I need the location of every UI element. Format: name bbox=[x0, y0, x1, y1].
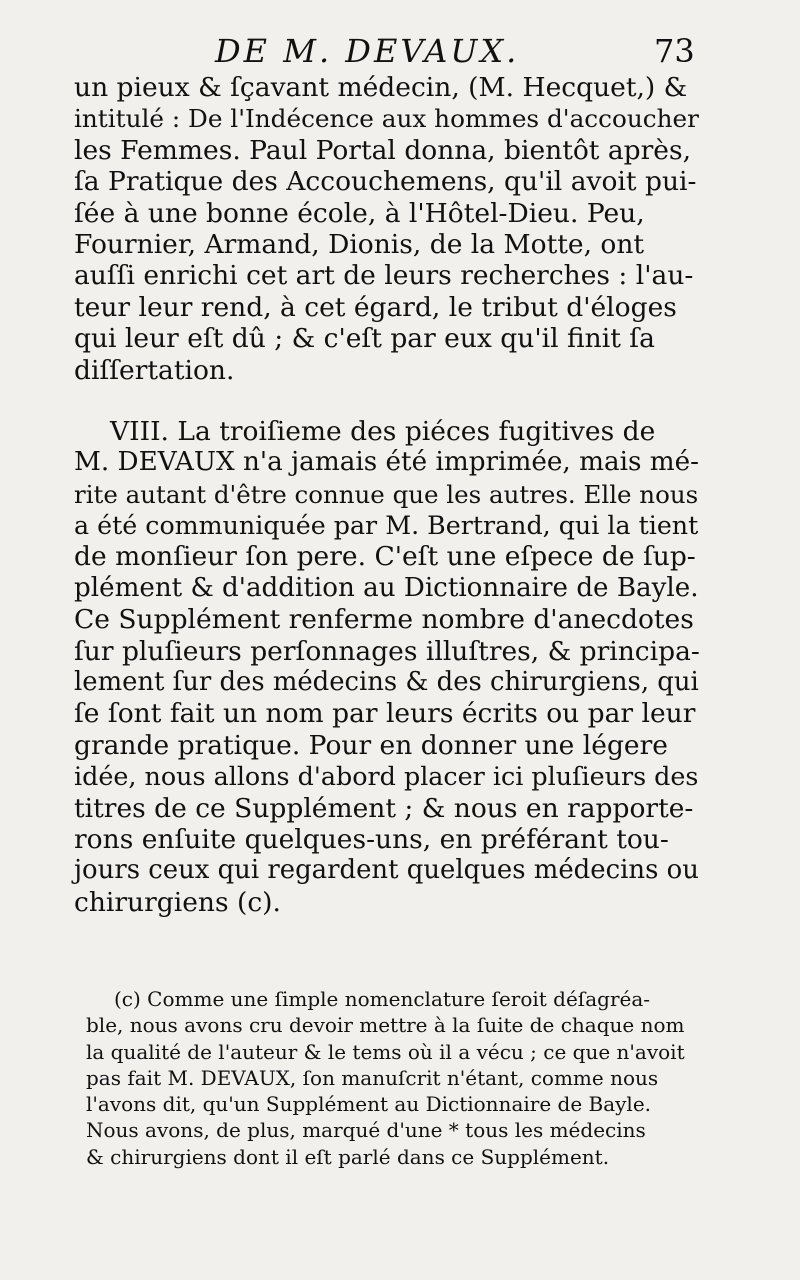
text-line: rons enſuite quelques-uns, en préférant tou- bbox=[74, 823, 669, 855]
text-line: teur leur rend, à cet égard, le tribut d'éloges bbox=[74, 291, 677, 323]
text-line: plément & d'addition au Dictionnaire de Bayle. bbox=[74, 572, 699, 603]
page-header bbox=[0, 32, 800, 76]
text-line: Ce Supplément renferme nombre d'anecdotes bbox=[74, 604, 694, 636]
paragraph-section-viii bbox=[74, 416, 702, 918]
text-line: lement ſur des médecins & des chirurgiens, qui bbox=[74, 667, 699, 698]
text-line: a été communiquée par M. Bertrand, qui la tient bbox=[74, 511, 699, 541]
text-line: grande pratique. Pour en donner une légere bbox=[74, 729, 668, 761]
paragraph-dedication bbox=[74, 72, 702, 386]
text-line: VIII. La troiſieme des piéces fugitives de bbox=[110, 415, 656, 447]
text-line: rite autant d'être connue que les autres. Elle nous bbox=[74, 479, 699, 509]
footnote-line: l'avons dit, qu'un Supplément au Dictionnaire de Bayle. bbox=[86, 1092, 652, 1117]
text-line: un pieux & ſçavant médecin, (M. Hecquet,) & bbox=[74, 72, 688, 103]
text-line: chirurgiens (c). bbox=[74, 886, 281, 918]
text-line: idée, nous allons d'abord placer ici pluſieurs des bbox=[74, 761, 699, 792]
footnote-line: & chirurgiens dont il eſt parlé dans ce Supplément. bbox=[86, 1144, 610, 1169]
text-line: auſſi enrichi cet art de leurs recherches : l'au- bbox=[74, 260, 694, 292]
paragraph-gap bbox=[74, 386, 702, 416]
footnote-line: la qualité de l'auteur & le tems où il a vécu ; ce que n'avoit bbox=[86, 1039, 685, 1064]
text-line: M. DEVAUX n'a jamais été imprimée, mais mé- bbox=[74, 447, 700, 478]
text-line: jours ceux qui regardent quelques médecins ou bbox=[74, 855, 699, 886]
body-text bbox=[74, 72, 702, 918]
text-line: de monſieur ſon pere. C'eſt une eſpece de ſup- bbox=[74, 541, 696, 573]
text-line: ſée à une bonne école, à l'Hôtel-Dieu. Peu, bbox=[74, 197, 645, 229]
text-line: ſe ſont fait un nom par leurs écrits ou par leur bbox=[74, 698, 696, 730]
footnote-line: ble, nous avons cru devoir mettre à la ſuite de chaque nom bbox=[86, 1013, 685, 1038]
text-line: diſſertation. bbox=[74, 354, 235, 386]
page-number: 73 bbox=[654, 32, 695, 70]
text-line: qui leur eſt dû ; & c'eſt par eux qu'il finit ſa bbox=[74, 323, 655, 355]
footnote-line: (c) Comme une ſimple nomenclature ſeroit déſagréa- bbox=[114, 987, 651, 1011]
footnote-line: pas fait M. DEVAUX, ſon manuſcrit n'étant, comme nous bbox=[86, 1065, 659, 1090]
text-line: intitulé : De l'Indécence aux hommes d'accoucher bbox=[74, 104, 699, 134]
footnote-line: Nous avons, de plus, marqué d'une * tous les médecins bbox=[86, 1118, 646, 1143]
text-line: ſur pluſieurs perſonnages illuſtres, & principa- bbox=[74, 635, 700, 667]
footnote bbox=[86, 986, 706, 1170]
text-line: titres de ce Supplément ; & nous en rapporte- bbox=[74, 792, 694, 824]
text-line: les Femmes. Paul Portal donna, bientôt après, bbox=[74, 134, 692, 166]
text-line: Fournier, Armand, Dionis, de la Motte, ont bbox=[74, 228, 645, 260]
running-title: DE M. DEVAUX. bbox=[215, 32, 520, 70]
text-line: ſa Pratique des Accouchemens, qu'il avoit pui- bbox=[74, 166, 697, 198]
